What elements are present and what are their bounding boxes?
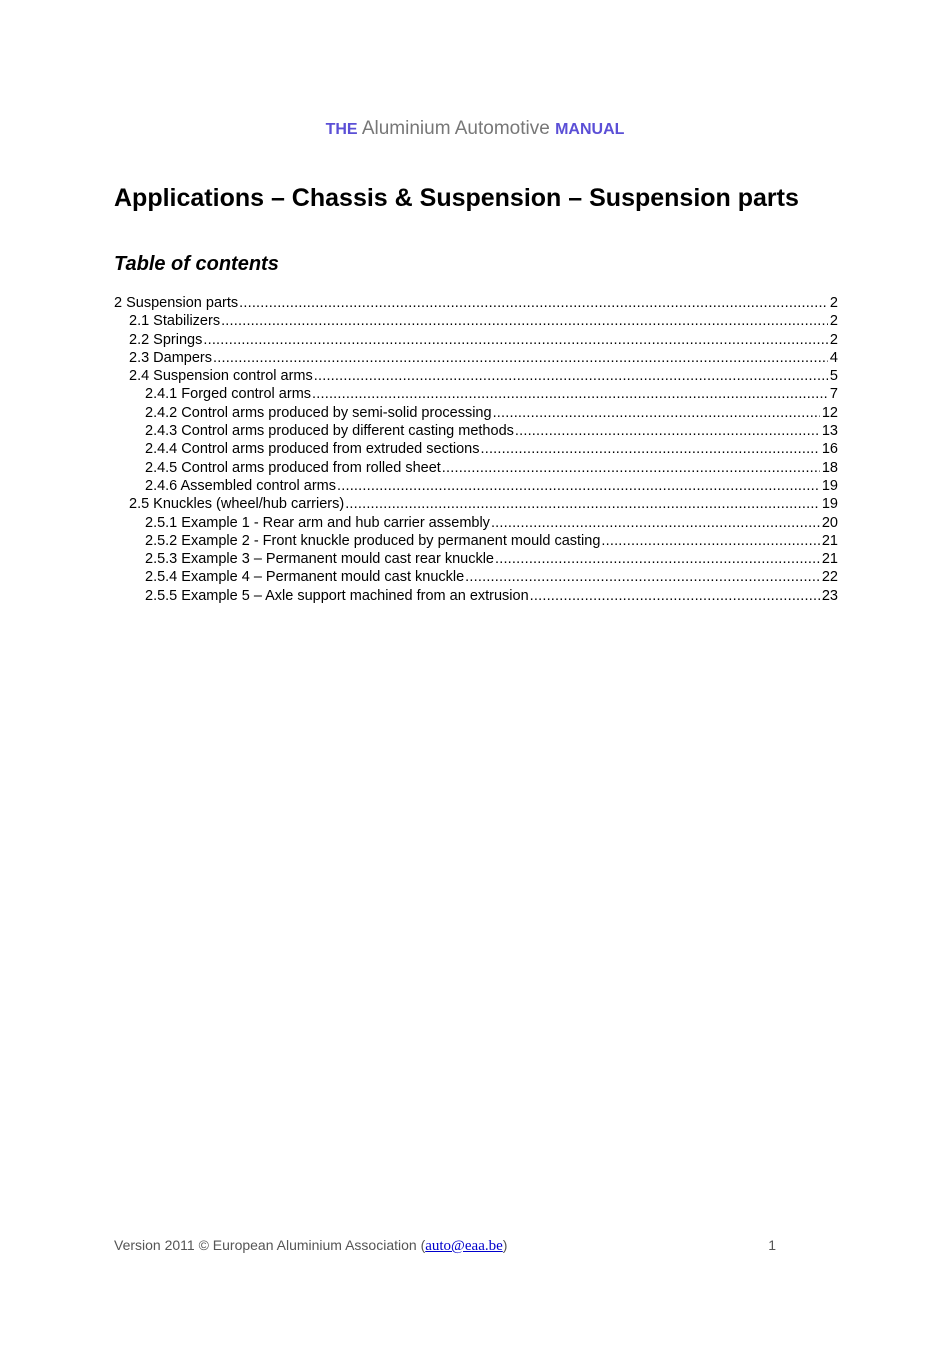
- toc-entry-title: 2.5.3 Example 3 – Permanent mould cast rear knuckle: [145, 551, 494, 568]
- footer-close-paren: ): [502, 1237, 508, 1253]
- toc-entry-page: 4: [829, 349, 838, 366]
- toc-dot-leader: [530, 587, 820, 605]
- toc-entry-title: 2.5.2 Example 2 - Front knuckle produced by permanent mould casting: [145, 532, 601, 549]
- toc-entry-title: 2.4.6 Assembled control arms: [145, 477, 337, 494]
- toc-heading: Table of contents: [114, 253, 279, 275]
- toc-entry[interactable]: [114, 550, 838, 568]
- toc-entry-title: 2.4.4 Control arms produced from extruded sections: [145, 441, 480, 458]
- toc-entry-page: 12: [821, 404, 838, 421]
- toc-dot-leader: [239, 294, 828, 312]
- toc-entry-title: 2.1 Stabilizers: [129, 313, 221, 330]
- footer-email-link[interactable]: auto@eaa.be: [425, 1238, 503, 1254]
- toc-entry[interactable]: [114, 367, 838, 385]
- toc-dot-leader: [442, 459, 820, 477]
- toc-entry-page: 21: [821, 532, 838, 549]
- toc-entry[interactable]: [114, 404, 838, 422]
- toc-entry-title: 2.4.3 Control arms produced by different casting methods: [145, 423, 514, 440]
- toc-entry-page: 13: [821, 423, 838, 440]
- toc-entry[interactable]: [114, 459, 838, 477]
- toc-entry-title: 2.5.4 Example 4 – Permanent mould cast knuckle: [145, 569, 465, 586]
- toc-dot-leader: [203, 331, 828, 349]
- toc-dot-leader: [221, 312, 828, 330]
- toc-dot-leader: [345, 495, 820, 513]
- toc-dot-leader: [515, 422, 820, 440]
- toc-dot-leader: [480, 440, 819, 458]
- toc-entry[interactable]: [114, 385, 838, 403]
- toc-dot-leader: [213, 349, 828, 367]
- toc-entry[interactable]: [114, 587, 838, 605]
- toc-entry[interactable]: [114, 495, 838, 513]
- toc-entry-title: 2.5 Knuckles (wheel/hub carriers): [129, 496, 345, 513]
- header-prefix: THE: [325, 121, 358, 138]
- toc-entry[interactable]: [114, 514, 838, 532]
- toc-dot-leader: [337, 477, 820, 495]
- toc-entry-title: 2 Suspension parts: [114, 295, 239, 311]
- toc-entry[interactable]: [114, 331, 838, 349]
- toc-entry-title: 2.5.5 Example 5 – Axle support machined from an extrusion: [145, 587, 529, 604]
- toc-entry-page: 5: [829, 368, 838, 385]
- toc-dot-leader: [491, 514, 820, 532]
- toc-entry-page: 2: [829, 295, 838, 311]
- toc-entry[interactable]: [114, 312, 838, 330]
- toc-entry-page: 22: [821, 569, 838, 586]
- header-suffix: MANUAL: [555, 121, 625, 138]
- toc-dot-leader: [495, 550, 820, 568]
- toc-entry[interactable]: [114, 477, 838, 495]
- toc-entry[interactable]: [114, 349, 838, 367]
- toc-entry-title: 2.2 Springs: [129, 331, 203, 348]
- document-title: Applications – Chassis & Suspension – Suspension parts: [114, 184, 799, 212]
- toc-dot-leader: [493, 404, 820, 422]
- toc-entry-page: 7: [829, 386, 838, 403]
- toc-entry[interactable]: [114, 440, 838, 458]
- toc-entry[interactable]: [114, 422, 838, 440]
- toc-entry-page: 19: [821, 496, 838, 513]
- toc-entry-title: 2.4.2 Control arms produced by semi-solid processing: [145, 404, 492, 421]
- toc-entry[interactable]: [114, 532, 838, 550]
- toc-entry-page: 2: [829, 313, 838, 330]
- header-main: Aluminium Automotive: [361, 118, 550, 139]
- toc-entry[interactable]: [114, 568, 838, 586]
- toc-dot-leader: [312, 385, 828, 403]
- footer-page-number: 1: [768, 1237, 776, 1253]
- running-header: [0, 117, 950, 142]
- toc-entry-page: 19: [821, 477, 838, 494]
- toc-entry-title: 2.5.1 Example 1 - Rear arm and hub carrier assembly: [145, 514, 490, 531]
- toc-dot-leader: [314, 367, 828, 385]
- toc-entry-page: 20: [821, 514, 838, 531]
- toc-entry-title: 2.4.5 Control arms produced from rolled sheet: [145, 459, 441, 476]
- toc-entry-title: 2.3 Dampers: [129, 349, 213, 366]
- toc-dot-leader: [601, 532, 819, 550]
- toc-entry-page: 2: [829, 331, 838, 348]
- toc-entry-page: 16: [821, 441, 838, 458]
- footer-version-text: Version 2011 © European Aluminium Association (: [114, 1237, 426, 1253]
- table-of-contents: [114, 294, 838, 605]
- toc-entry-page: 23: [821, 587, 838, 604]
- toc-entry[interactable]: [114, 294, 838, 312]
- toc-entry-page: 18: [821, 459, 838, 476]
- page-footer: [114, 1236, 776, 1255]
- toc-dot-leader: [465, 568, 820, 586]
- toc-entry-title: 2.4 Suspension control arms: [129, 368, 313, 385]
- toc-entry-title: 2.4.1 Forged control arms: [145, 386, 312, 403]
- toc-entry-page: 21: [821, 551, 838, 568]
